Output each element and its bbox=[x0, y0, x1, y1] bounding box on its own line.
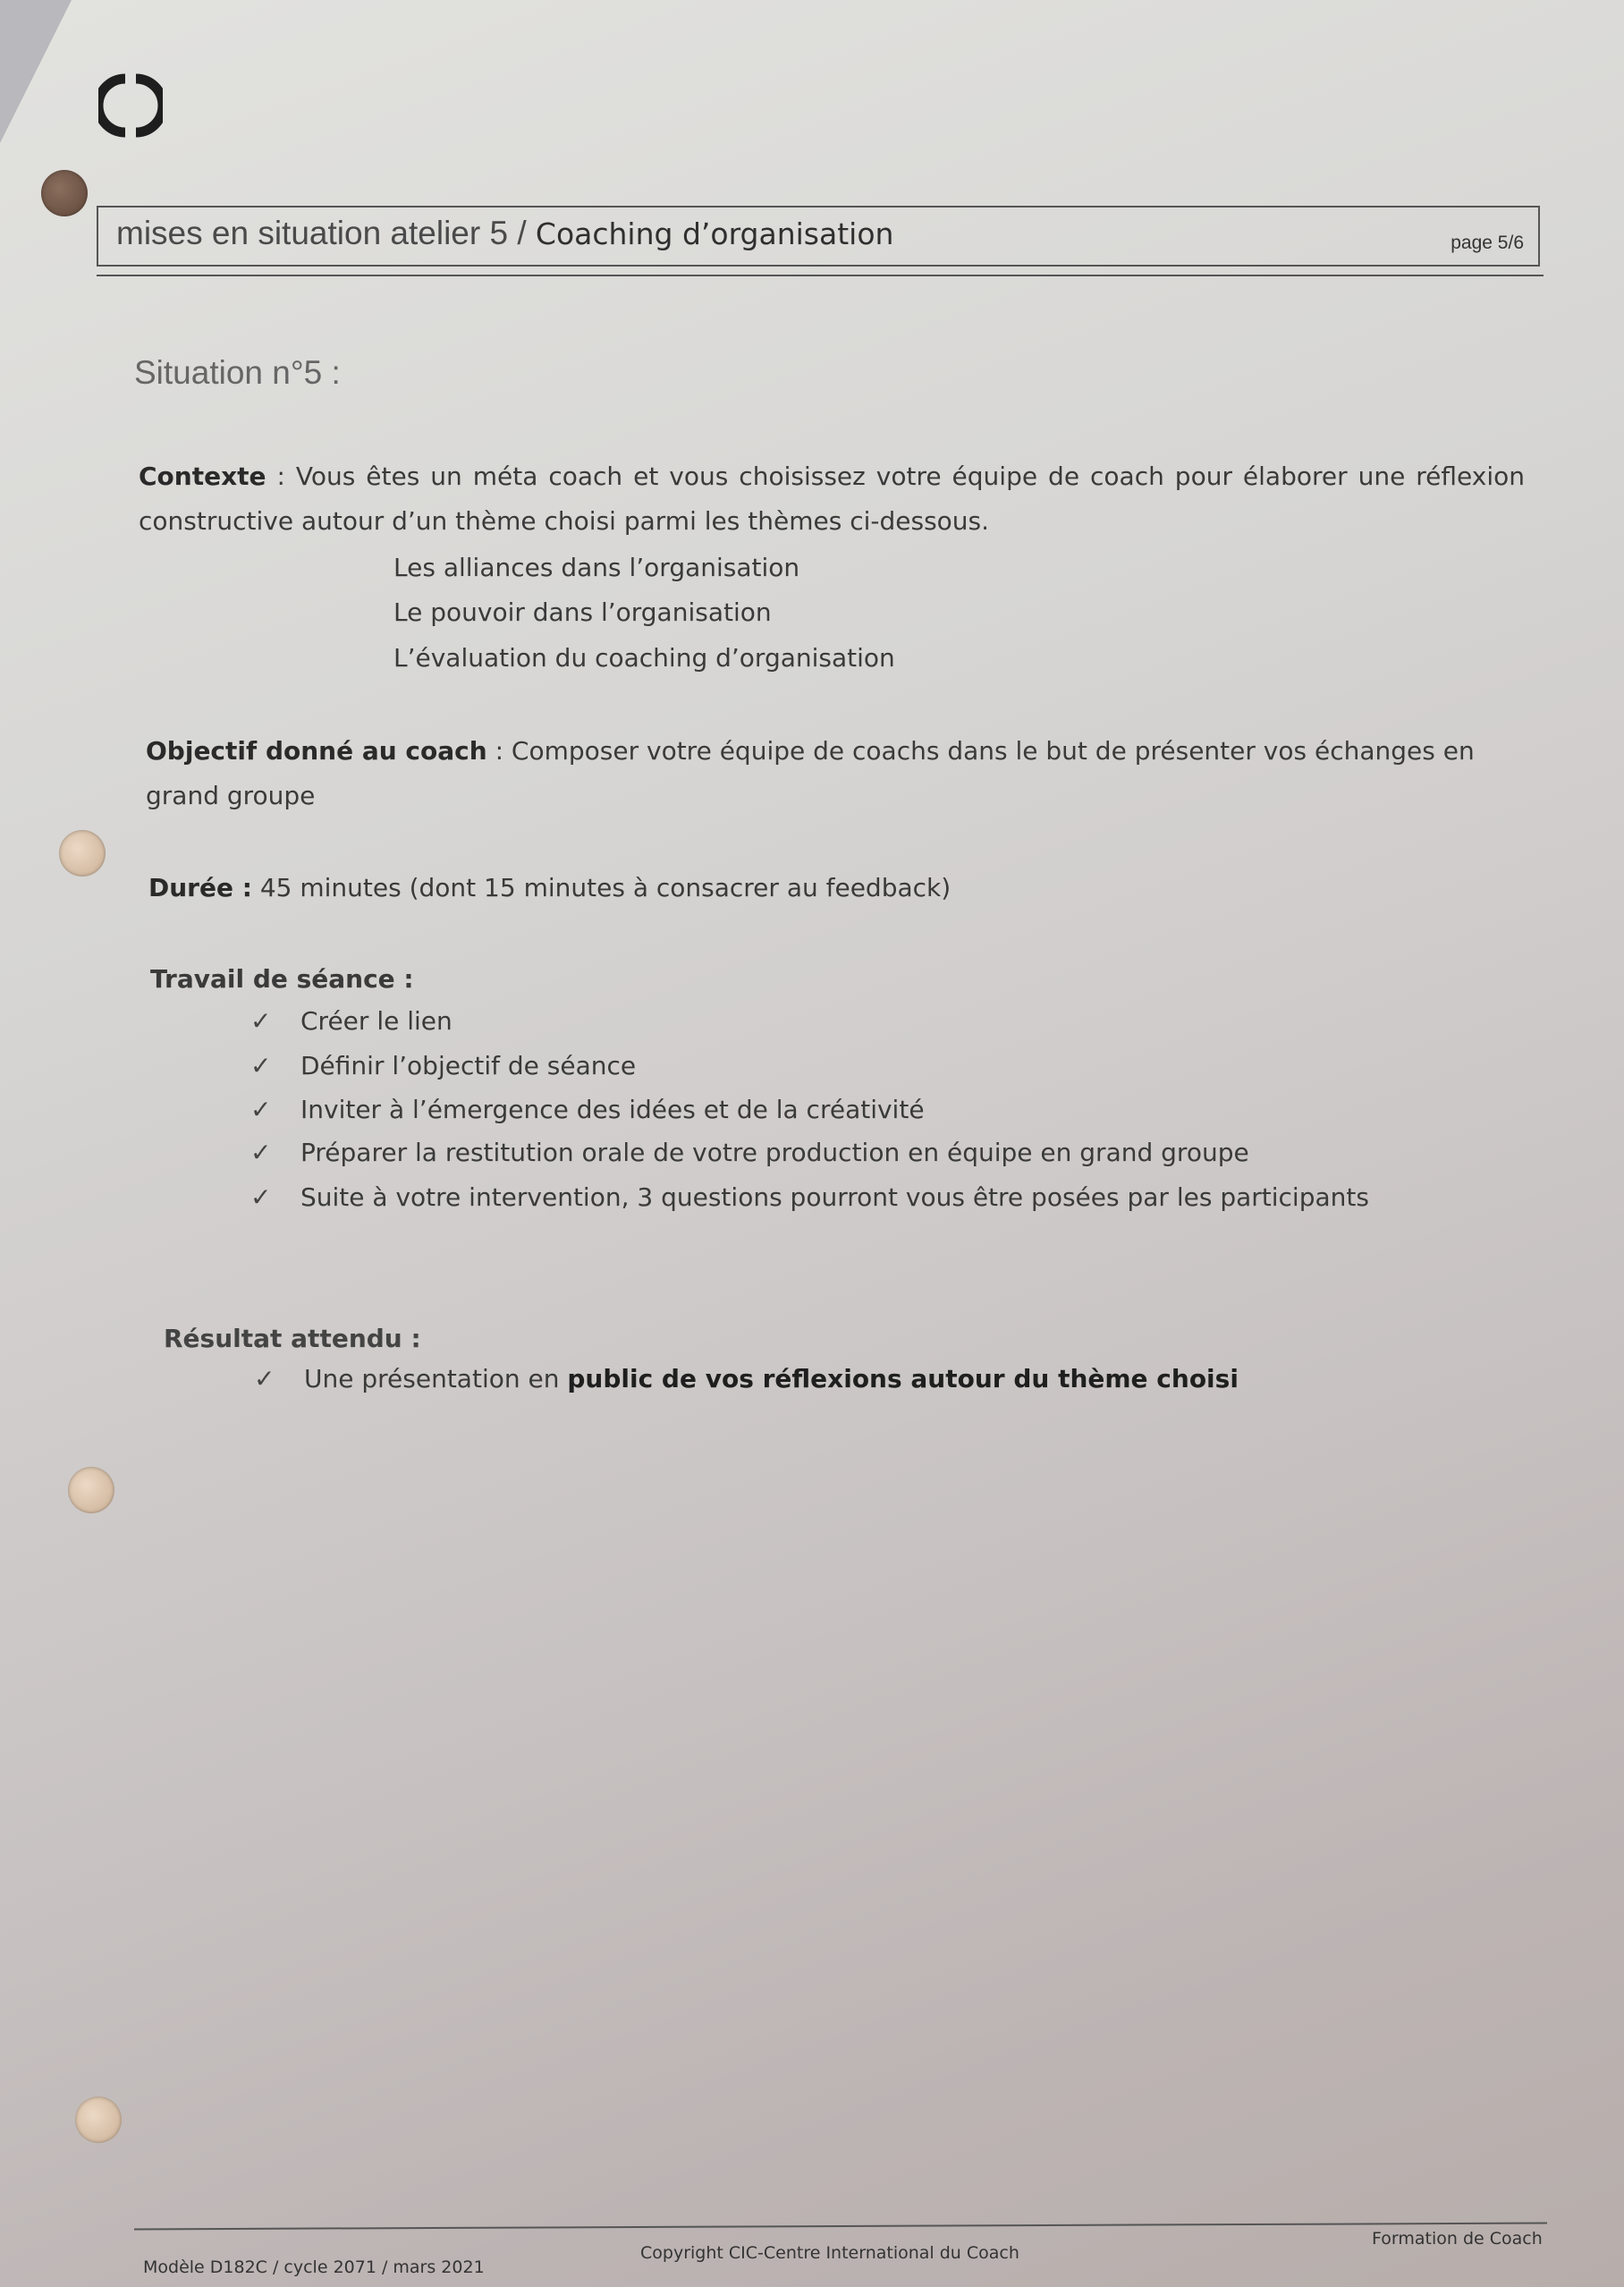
objectif-label: Objectif donné au coach bbox=[146, 736, 487, 766]
title-subject: Coaching d’organisation bbox=[535, 216, 894, 251]
theme-item: Le pouvoir dans l’organisation bbox=[393, 597, 772, 627]
punch-hole bbox=[75, 2096, 122, 2143]
checklist-item-label: Suite à votre intervention, 3 questions pourront vous être posées par les participants bbox=[300, 1182, 1369, 1212]
checklist-item-label: Créer le lien bbox=[300, 1006, 453, 1036]
checklist-item-label: Préparer la restitution orale de votre production en équipe en grand groupe bbox=[300, 1138, 1249, 1167]
title-separator: / bbox=[508, 215, 536, 251]
page-number: page 5/6 bbox=[1451, 233, 1524, 253]
punch-hole bbox=[68, 1467, 114, 1513]
checklist-item-label: Définir l’objectif de séance bbox=[300, 1051, 637, 1080]
footer-model: Modèle D182C / cycle 2071 / mars 2021 bbox=[143, 2257, 485, 2277]
logo-icon bbox=[98, 73, 163, 138]
check-icon: ✓ bbox=[250, 1095, 272, 1124]
contexte-text: : Vous êtes un méta coach et vous choisissez votre équipe de coach pour élaborer une réflexion constructive autour d’un thème choisi parmi les thèmes ci-dessous. bbox=[139, 462, 1525, 536]
header-box bbox=[97, 206, 1540, 267]
duree-label: Durée : bbox=[148, 873, 252, 902]
contexte-paragraph bbox=[139, 454, 1525, 544]
checklist-item bbox=[250, 1138, 1249, 1167]
theme-item: Les alliances dans l’organisation bbox=[393, 553, 800, 582]
checklist-item-label: Inviter à l’émergence des idées et de la créativité bbox=[300, 1095, 925, 1124]
result-item-plain: Une présentation en bbox=[304, 1364, 568, 1393]
header-divider bbox=[97, 275, 1544, 276]
contexte-label: Contexte bbox=[139, 462, 266, 491]
situation-heading: Situation n°5 : bbox=[134, 354, 341, 391]
footer-divider bbox=[134, 2223, 1547, 2231]
result-item bbox=[254, 1364, 1239, 1393]
checklist-item bbox=[250, 1182, 1369, 1212]
check-icon: ✓ bbox=[250, 1138, 272, 1167]
theme-item: L’évaluation du coaching d’organisation bbox=[393, 643, 895, 673]
check-icon: ✓ bbox=[254, 1364, 275, 1393]
checklist-item bbox=[250, 1051, 636, 1080]
result-item-bold: public de vos réflexions autour du thème choisi bbox=[567, 1364, 1239, 1393]
punch-hole bbox=[59, 830, 106, 877]
punch-hole bbox=[41, 170, 88, 216]
objectif-paragraph bbox=[146, 729, 1532, 818]
duree-text: 45 minutes (dont 15 minutes à consacrer au feedback) bbox=[251, 873, 952, 902]
paper-corner-shadow bbox=[0, 0, 72, 143]
travail-heading: Travail de séance : bbox=[150, 964, 414, 994]
resultat-heading: Résultat attendu : bbox=[164, 1324, 421, 1353]
footer-formation: Formation de Coach bbox=[1372, 2229, 1543, 2249]
page-title bbox=[116, 215, 893, 252]
check-icon: ✓ bbox=[250, 1006, 272, 1036]
duree-paragraph bbox=[148, 866, 951, 911]
objectif-text: : Composer votre équipe de coachs dans le but de présenter vos échanges en grand groupe bbox=[146, 736, 1475, 810]
title-main: mises en situation atelier 5 bbox=[116, 215, 509, 251]
check-icon: ✓ bbox=[250, 1051, 272, 1080]
checklist-item bbox=[250, 1006, 453, 1036]
check-icon: ✓ bbox=[250, 1182, 272, 1212]
footer-copyright: Copyright CIC-Centre International du Coach bbox=[640, 2243, 1019, 2263]
checklist-item bbox=[250, 1095, 925, 1124]
